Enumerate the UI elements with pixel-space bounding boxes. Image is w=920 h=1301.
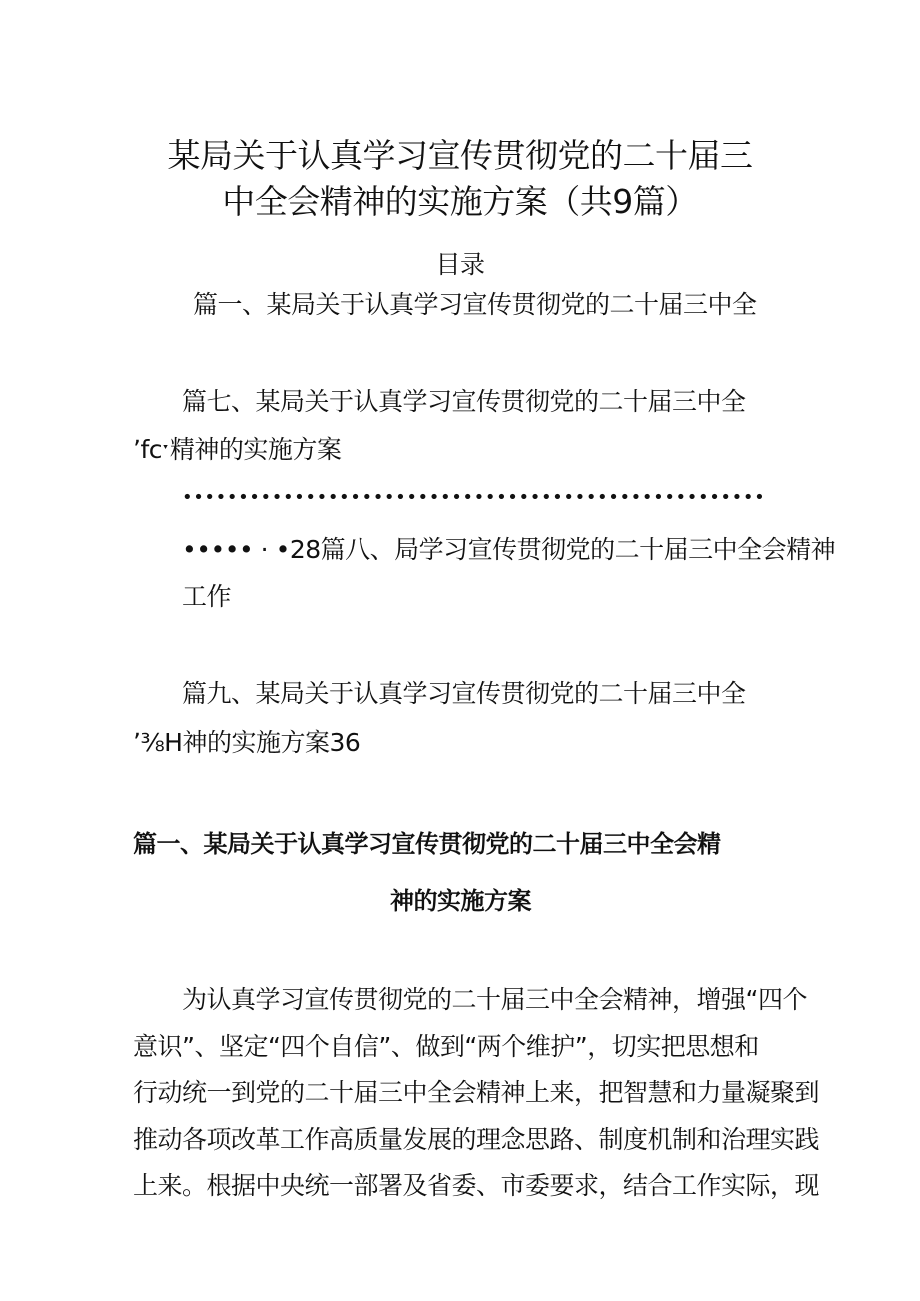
section-heading-line-1: 篇一、某局关于认真学习宣传贯彻党的二十届三中全会精 xyxy=(133,830,721,858)
toc-entry-9: 篇九、某局关于认真学习宣传贯彻党的二十届三中全 xyxy=(182,679,746,708)
toc-entry-1: 篇一、某局关于认真学习宣传贯彻党的二十届三中全 xyxy=(193,290,757,319)
body-paragraph-line-4: 推动各项改革工作高质量发展的理念思路、制度机制和治理实践 xyxy=(133,1125,820,1154)
toc-heading: 目录 xyxy=(435,250,485,279)
body-paragraph-line-5: 上来。根据中央统一部署及省委、市委要求，结合工作实际，现 xyxy=(133,1171,820,1200)
toc-entry-7-continuation: ʼfcˑ精神的实施方案 xyxy=(133,435,342,464)
body-paragraph-line-2: 意识”、坚定“四个自信”、做到“两个维护”，切实把思想和 xyxy=(133,1032,759,1061)
toc-leader-dots: •••••••••••••••••••••••••••••••••••••••••••••••••••• xyxy=(182,487,766,508)
toc-entry-7: 篇七、某局关于认真学习宣传贯彻党的二十届三中全 xyxy=(182,387,746,416)
toc-entry-8: ••••• · •28篇八、局学习宣传贯彻党的二十届三中全会精神 xyxy=(182,535,836,564)
document-title-line-1: 某局关于认真学习宣传贯彻党的二十届三 xyxy=(167,136,753,175)
body-paragraph-line-3: 行动统一到党的二十届三中全会精神上来，把智慧和力量凝聚到 xyxy=(133,1078,820,1107)
document-title-line-2: 中全会精神的实施方案（共9篇） xyxy=(222,182,698,221)
toc-entry-8-continuation: 工作 xyxy=(182,582,232,611)
section-heading-line-2: 神的实施方案 xyxy=(390,887,531,915)
body-paragraph-line-1: 为认真学习宣传贯彻党的二十届三中全会精神，增强“四个 xyxy=(182,985,807,1014)
toc-entry-9-continuation: ʼ⅜H神的实施方案36 xyxy=(133,728,361,757)
